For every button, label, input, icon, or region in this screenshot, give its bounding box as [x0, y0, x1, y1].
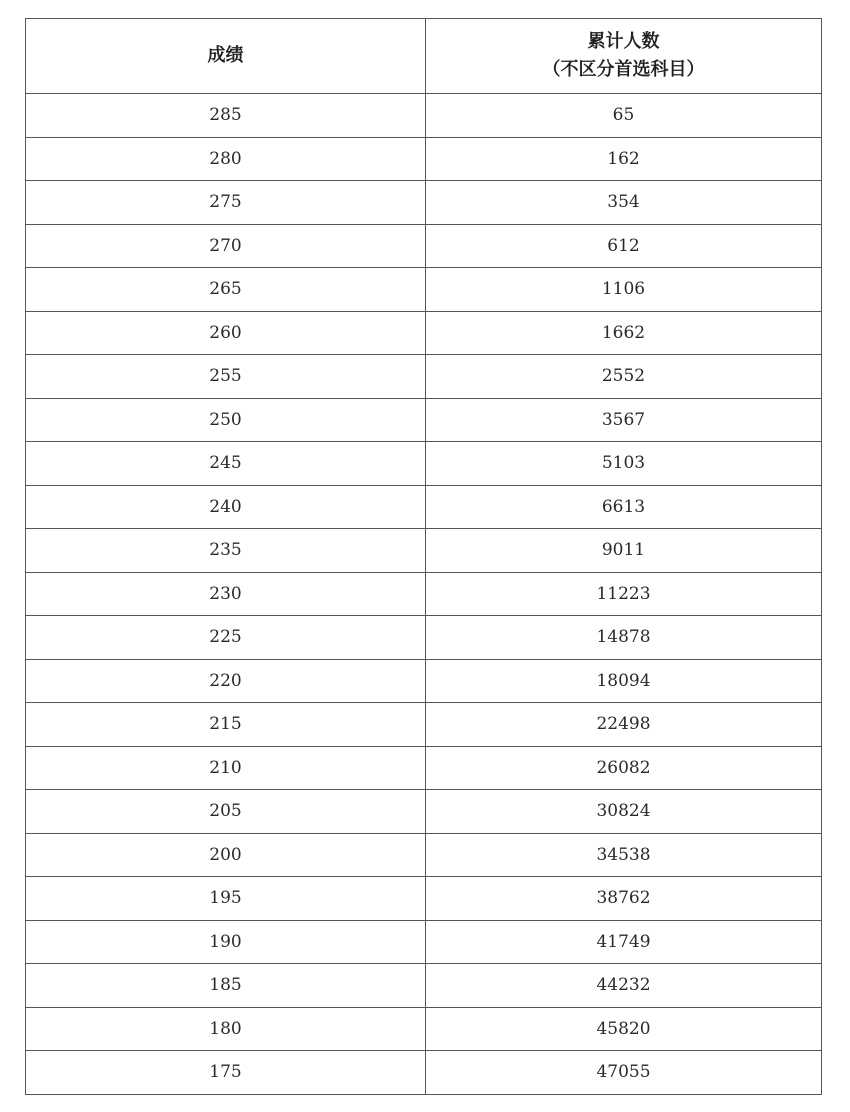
cumulative-count-cell: 162 — [426, 137, 822, 181]
cumulative-count-cell: 26082 — [426, 746, 822, 790]
score-cell: 195 — [26, 877, 426, 921]
score-cell: 255 — [26, 355, 426, 399]
score-cell: 260 — [26, 311, 426, 355]
table-row — [26, 616, 822, 660]
table-row — [26, 355, 822, 399]
cumulative-count-cell: 45820 — [426, 1007, 822, 1051]
table-row — [26, 529, 822, 573]
score-cell: 250 — [26, 398, 426, 442]
cumulative-count-cell: 34538 — [426, 833, 822, 877]
header-score-label: 成绩 — [207, 45, 244, 66]
cumulative-count-cell: 6613 — [426, 485, 822, 529]
table-row — [26, 833, 822, 877]
table-row — [26, 268, 822, 312]
score-cell: 270 — [26, 224, 426, 268]
score-cell: 240 — [26, 485, 426, 529]
table-header — [26, 19, 822, 94]
score-cell: 190 — [26, 920, 426, 964]
score-cell: 180 — [26, 1007, 426, 1051]
cumulative-count-cell: 3567 — [426, 398, 822, 442]
score-cell: 235 — [26, 529, 426, 573]
table-row — [26, 790, 822, 834]
cumulative-count-cell: 1662 — [426, 311, 822, 355]
cumulative-count-cell: 612 — [426, 224, 822, 268]
table-row — [26, 181, 822, 225]
score-cell: 205 — [26, 790, 426, 834]
cumulative-count-cell: 2552 — [426, 355, 822, 399]
table-row — [26, 224, 822, 268]
table-row — [26, 746, 822, 790]
score-cell: 200 — [26, 833, 426, 877]
score-cell: 280 — [26, 137, 426, 181]
cumulative-count-cell: 1106 — [426, 268, 822, 312]
table-row — [26, 964, 822, 1008]
table-row — [26, 442, 822, 486]
cumulative-count-cell: 47055 — [426, 1051, 822, 1095]
cumulative-count-cell: 9011 — [426, 529, 822, 573]
table-row — [26, 485, 822, 529]
score-cell: 185 — [26, 964, 426, 1008]
header-row — [26, 19, 822, 94]
score-cell: 225 — [26, 616, 426, 660]
cumulative-count-cell: 41749 — [426, 920, 822, 964]
cumulative-count-cell: 65 — [426, 94, 822, 138]
table-row — [26, 1007, 822, 1051]
score-cell: 275 — [26, 181, 426, 225]
score-cell: 175 — [26, 1051, 426, 1095]
cumulative-count-cell: 354 — [426, 181, 822, 225]
score-cell: 230 — [26, 572, 426, 616]
table-row — [26, 572, 822, 616]
cumulative-count-cell: 18094 — [426, 659, 822, 703]
table-row — [26, 659, 822, 703]
score-cell: 265 — [26, 268, 426, 312]
cumulative-count-cell: 14878 — [426, 616, 822, 660]
table-row — [26, 920, 822, 964]
score-cell: 285 — [26, 94, 426, 138]
table-row — [26, 398, 822, 442]
cumulative-count-cell: 30824 — [426, 790, 822, 834]
table-row — [26, 137, 822, 181]
header-cumulative-note: （不区分首选科目） — [542, 59, 705, 80]
table-body — [26, 94, 822, 1095]
score-distribution-table — [25, 18, 822, 1095]
table-row — [26, 1051, 822, 1095]
score-cell: 210 — [26, 746, 426, 790]
cumulative-count-cell: 11223 — [426, 572, 822, 616]
header-score — [26, 19, 426, 94]
score-cell: 220 — [26, 659, 426, 703]
table-row — [26, 94, 822, 138]
score-cell: 215 — [26, 703, 426, 747]
score-cell: 245 — [26, 442, 426, 486]
cumulative-count-cell: 44232 — [426, 964, 822, 1008]
cumulative-count-cell: 22498 — [426, 703, 822, 747]
cumulative-count-cell: 38762 — [426, 877, 822, 921]
header-cumulative-count — [426, 19, 822, 94]
cumulative-count-cell: 5103 — [426, 442, 822, 486]
table-row — [26, 703, 822, 747]
header-cumulative-label: 累计人数 — [587, 31, 660, 52]
table-row — [26, 877, 822, 921]
table-row — [26, 311, 822, 355]
